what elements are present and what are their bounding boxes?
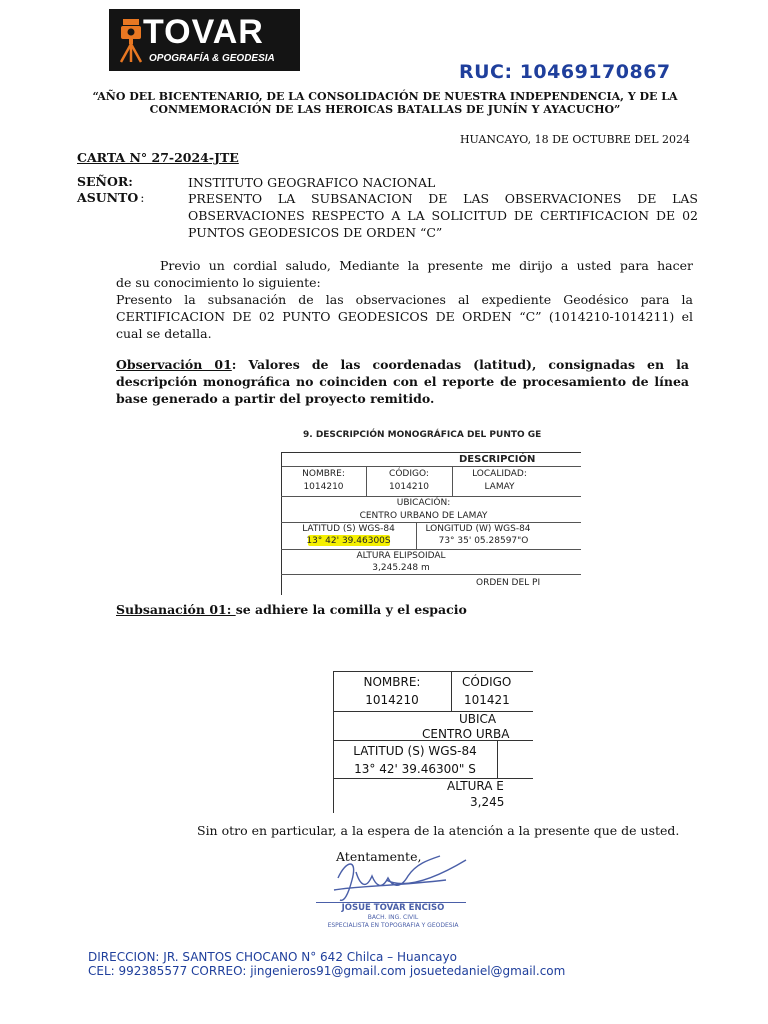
sign-off: Atentamente, (336, 849, 422, 864)
motto-line-2: CONMEMORACIÓN DE LAS HEROICAS BATALLAS DE JUNÍN Y AYACUCHO” (149, 103, 621, 116)
table-rule (333, 740, 533, 741)
longitude-value: 73° 35' 05.28597"O (438, 536, 529, 546)
senor-label: SEÑOR: (77, 174, 133, 189)
codigo-label: CÓDIGO: (389, 469, 429, 479)
table-border-top (281, 452, 581, 453)
table-divider (497, 740, 498, 778)
table-rule (281, 496, 581, 497)
subsanacion-01 (116, 602, 467, 617)
date-line: HUANCAYO, 18 DE OCTUBRE DEL 2024 (459, 133, 690, 146)
body-line-1: Previo un cordial saludo, Mediante la presente me dirijo a usted para hacer (160, 258, 693, 273)
description-header: DESCRIPCIÓN (459, 454, 536, 465)
orden-label: ORDEN DEL PI (476, 578, 541, 588)
signer-title-1: BACH. ING. CIVIL (367, 914, 419, 921)
monograph-excerpt-2 (333, 655, 512, 813)
codigo-value: 1014210 (388, 482, 430, 492)
body-line-4: CERTIFICACION DE 02 PUNTO GEODESICOS DE ORDEN “C” (1014210-1014211) el (116, 309, 693, 324)
senor-value: INSTITUTO GEOGRAFICO NACIONAL (188, 175, 436, 190)
letter-reference: CARTA N° 27-2024-JTE (77, 150, 239, 165)
latitude-label: LATITUD (S) WGS-84 (353, 744, 477, 758)
footer-contact: CEL: 992385577 CORREO: jingenieros91@gmail.com josuetedaniel@gmail.com (88, 964, 566, 978)
signer-name: JOSUE TOVAR ENCISO (341, 903, 445, 913)
ubicacion-value: CENTRO URBA (422, 727, 510, 741)
subsanacion-label: Subsanación 01: (116, 602, 236, 617)
company-logo (109, 9, 300, 71)
table-rule (333, 711, 533, 712)
observation-01 (116, 356, 689, 407)
body-paragraph (116, 257, 693, 342)
table-rule (281, 466, 581, 467)
table-rule (281, 574, 581, 575)
longitude-label: LONGITUD (W) WGS-84 (425, 524, 531, 534)
table-divider (451, 671, 452, 711)
official-motto (80, 90, 690, 116)
ubicacion-value: CENTRO URBANO DE LAMAY (359, 511, 488, 521)
nombre-label: NOMBRE: (363, 675, 421, 689)
asunto-text (188, 190, 698, 241)
subsanacion-text: se adhiere la comilla y el espacio (235, 602, 467, 617)
asunto-line-1: PRESENTO LA SUBSANACION DE LAS OBSERVACIONES DE LAS (188, 191, 698, 206)
motto-line-1: “AÑO DEL BICENTENARIO, DE LA CONSOLIDACIÓN DE NUESTRA INDEPENDENCIA, Y DE LA (92, 90, 678, 103)
signature-block (316, 850, 476, 935)
ubicacion-label: UBICACIÓN: (396, 498, 451, 508)
table-rule (281, 549, 581, 550)
codigo-value: 101421 (464, 693, 510, 707)
asunto-colon: : (140, 190, 145, 205)
observation-text: : Valores de las coordenadas (latitud), consignadas en la descripción monográfica no coinciden con el reporte de procesamiento de línea base generado a partir del proyecto remitido. (116, 357, 689, 406)
altura-value: 3,245.248 m (372, 563, 430, 573)
table-border-top (333, 671, 533, 672)
asunto-line-2: OBSERVACIONES RESPECTO A LA SOLICITUD DE CERTIFICACION DE 02 (188, 208, 698, 223)
theodolite-icon (117, 17, 145, 63)
ruc-number: RUC: 10469170867 (459, 61, 671, 83)
logo-brand: TOVAR (143, 13, 264, 51)
asunto-label (77, 190, 144, 205)
localidad-label: LOCALIDAD: (472, 469, 527, 479)
latitude-value: 13° 42' 39.46300S (306, 536, 391, 546)
codigo-label: CÓDIGO (462, 675, 512, 689)
nombre-label: NOMBRE: (302, 469, 345, 479)
closing-sentence: Sin otro en particular, a la espera de la atención a la presente que de usted. (197, 823, 680, 838)
body-line-3: Presento la subsanación de las observaciones al expediente Geodésico para la (116, 292, 693, 307)
altura-label: ALTURA ELIPSOIDAL (356, 551, 446, 561)
latitude-label: LATITUD (S) WGS-84 (302, 524, 395, 534)
signer-title-2: ESPECIALISTA EN TOPOGRAFIA Y GEODESIA (327, 922, 459, 929)
logo-subtitle: OPOGRAFÍA & GEODESIA (149, 53, 275, 64)
altura-label: ALTURA E (447, 779, 504, 793)
asunto-line-3: PUNTOS GEODESICOS DE ORDEN “C” (188, 225, 443, 240)
footer-address: DIRECCION: JR. SANTOS CHOCANO N° 642 Chilca – Huancayo (88, 950, 457, 964)
ubicacion-label: UBICA (459, 712, 497, 726)
nombre-value: 1014210 (365, 693, 419, 707)
localidad-value: LAMAY (484, 482, 515, 492)
observation-label: Observación 01 (116, 357, 232, 372)
body-line-2: de su conocimiento lo siguiente: (116, 275, 321, 290)
monograph-excerpt-1 (281, 423, 540, 595)
handwritten-signature (316, 850, 476, 910)
latitude-value: 13° 42' 39.46300" S (354, 762, 476, 776)
asunto-label-text: ASUNTO (77, 190, 139, 205)
monograph-heading: 9. DESCRIPCIÓN MONOGRÁFICA DEL PUNTO GE (303, 430, 542, 440)
table-rule (281, 522, 581, 523)
body-line-5: cual se detalla. (116, 326, 212, 341)
altura-value: 3,245 (470, 795, 505, 809)
nombre-value: 1014210 (303, 482, 344, 492)
